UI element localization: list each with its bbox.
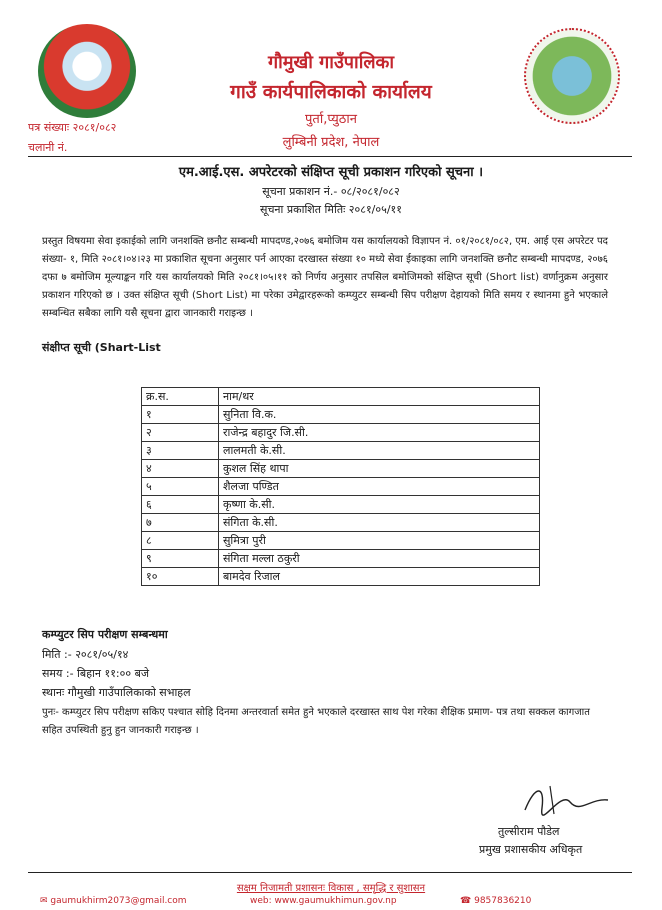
table-header-row bbox=[142, 388, 540, 406]
name-cell: कृष्णा के.सी. bbox=[219, 496, 540, 514]
name-cell: लालमती के.सी. bbox=[219, 442, 540, 460]
publish-date: सूचना प्रकाशित मितिः २०८१/०५/११ bbox=[260, 203, 402, 216]
table-row bbox=[142, 568, 540, 586]
exam-heading: कम्प्युटर सिप परीक्षण सम्बन्धमा bbox=[42, 628, 168, 641]
table-row bbox=[142, 406, 540, 424]
name-cell: सुनिता वि.क. bbox=[219, 406, 540, 424]
table-row bbox=[142, 424, 540, 442]
signatory-designation: प्रमुख प्रशासकीय अधिकृत bbox=[479, 843, 583, 856]
letter-number: पत्र संख्याः २०८१/०८२ bbox=[28, 121, 117, 134]
footer-divider bbox=[28, 872, 632, 873]
footer-phone bbox=[460, 896, 531, 906]
exam-venue: स्थानः गौमुखी गाउँपालिकाको सभाहल bbox=[42, 686, 191, 699]
name-cell: राजेन्द्र बहादुर जि.सी. bbox=[219, 424, 540, 442]
dispatch-number: चलानी नं. bbox=[28, 141, 68, 154]
footer-email bbox=[40, 896, 187, 906]
table-header-cell: नाम/थर bbox=[219, 388, 540, 406]
office-address: पुर्ता,प्युठान bbox=[305, 112, 357, 127]
serial-cell: १ bbox=[142, 406, 219, 424]
table-row bbox=[142, 550, 540, 568]
office-province: लुम्बिनी प्रदेश, नेपाल bbox=[282, 135, 380, 150]
table-row bbox=[142, 514, 540, 532]
serial-cell: २ bbox=[142, 424, 219, 442]
table-header-cell: क्र.स. bbox=[142, 388, 219, 406]
serial-cell: ६ bbox=[142, 496, 219, 514]
serial-cell: ८ bbox=[142, 532, 219, 550]
table-row bbox=[142, 496, 540, 514]
footer-email-text: gaumukhirm2073@gmail.com bbox=[50, 896, 187, 906]
name-cell: संगिता मल्ला ठकुरी bbox=[219, 550, 540, 568]
exam-time: समय :- बिहान ११:०० बजे bbox=[42, 667, 150, 680]
header-divider bbox=[28, 156, 632, 157]
footer-slogan: सक्षम निजामती प्रशासनः विकास , समृद्धि र सुशासन bbox=[236, 883, 426, 894]
name-cell: बामदेव रिजाल bbox=[219, 568, 540, 586]
serial-cell: १० bbox=[142, 568, 219, 586]
phone-icon: ☎ bbox=[460, 896, 472, 906]
footer-phone-text: 9857836210 bbox=[474, 896, 532, 906]
serial-cell: ५ bbox=[142, 478, 219, 496]
serial-cell: ९ bbox=[142, 550, 219, 568]
exam-date: मिति :- २०८१/०५/१४ bbox=[42, 648, 129, 661]
notice-title: एम.आई.एस. अपरेटरको संक्षिप्त सूची प्रकाशन गरिएको सूचना । bbox=[178, 165, 484, 180]
name-cell: शैलजा पण्डित bbox=[219, 478, 540, 496]
office-name: गौमुखी गाउँपालिका bbox=[267, 52, 395, 73]
email-icon: ✉ bbox=[40, 896, 48, 906]
exam-note: पुनः- कम्प्युटर सिप परीक्षण सकिए पश्चात सोहि दिनमा अन्तरवार्ता समेत हुने भएकाले दरखास्त साथ पेश गरेका शैक्षिक प्रमाण- पत्र तथा सक्कल कागजात सहित उपस्थिती हुनु हुन जानकारी गराइन्छ । bbox=[42, 707, 590, 736]
table-row bbox=[142, 478, 540, 496]
serial-cell: ३ bbox=[142, 442, 219, 460]
serial-cell: ७ bbox=[142, 514, 219, 532]
table-row bbox=[142, 460, 540, 478]
shortlist-heading: संक्षीप्त सूची (Shart-List bbox=[42, 341, 161, 354]
name-cell: कुशल सिंह थापा bbox=[219, 460, 540, 478]
table-row bbox=[142, 442, 540, 460]
name-cell: संगिता के.सी. bbox=[219, 514, 540, 532]
serial-cell: ४ bbox=[142, 460, 219, 478]
publish-number: सूचना प्रकाशन नं.- ०८/२०८१/०८२ bbox=[262, 185, 400, 198]
signature-icon bbox=[520, 780, 610, 820]
name-cell: सुमित्रा पुरी bbox=[219, 532, 540, 550]
signatory-name: तुल्सीराम पौडेल bbox=[498, 825, 560, 838]
table-row bbox=[142, 532, 540, 550]
office-title: गाउँ कार्यपालिकाको कार्यालय bbox=[230, 81, 432, 103]
notice-paragraph: प्रस्तुत विषयमा सेवा इकाईको लागि जनशक्ति छनौट सम्बन्धी मापदण्ड,२०७६ बमोजिम यस कार्यालयको विज्ञापन नं. ०१/२०८१/०८२, एम. आई एस अपरेटर पद संख्या- १, मिति २०८१।०४।२३ मा प्रकाशित सूचना अनुसार पर्न आएका दरखास्त संख्या १० मध्ये सेवा ईकाइका लागि जनशक्ति छनौट सम्बन्धी मापदण्ड, २०७६ दफा ७ बमोजिम मूल्याङ्कन गरि यस कार्यालयको मिति २०८१।०५।११ को निर्णय अनुसार तपसिल बमोजिमको संक्षिप्त सूची (Short list) वर्णानुक्रम अनुसार प्रकाशन गरिएको छ । उक्त संक्षिप्त सूची (Short List) मा परेका उमेद्वारहरूको कम्प्युटर सम्बन्धी सिप परीक्षण देहायको मिति समय र स्थानमा हुने भएकाले सम्बन्धित सबैका लागि यसै सूचना द्वारा जानकारी गराइन्छ । bbox=[42, 236, 608, 319]
footer-web: web: www.gaumukhimun.gov.np bbox=[250, 896, 397, 906]
shortlist-table bbox=[141, 387, 540, 586]
